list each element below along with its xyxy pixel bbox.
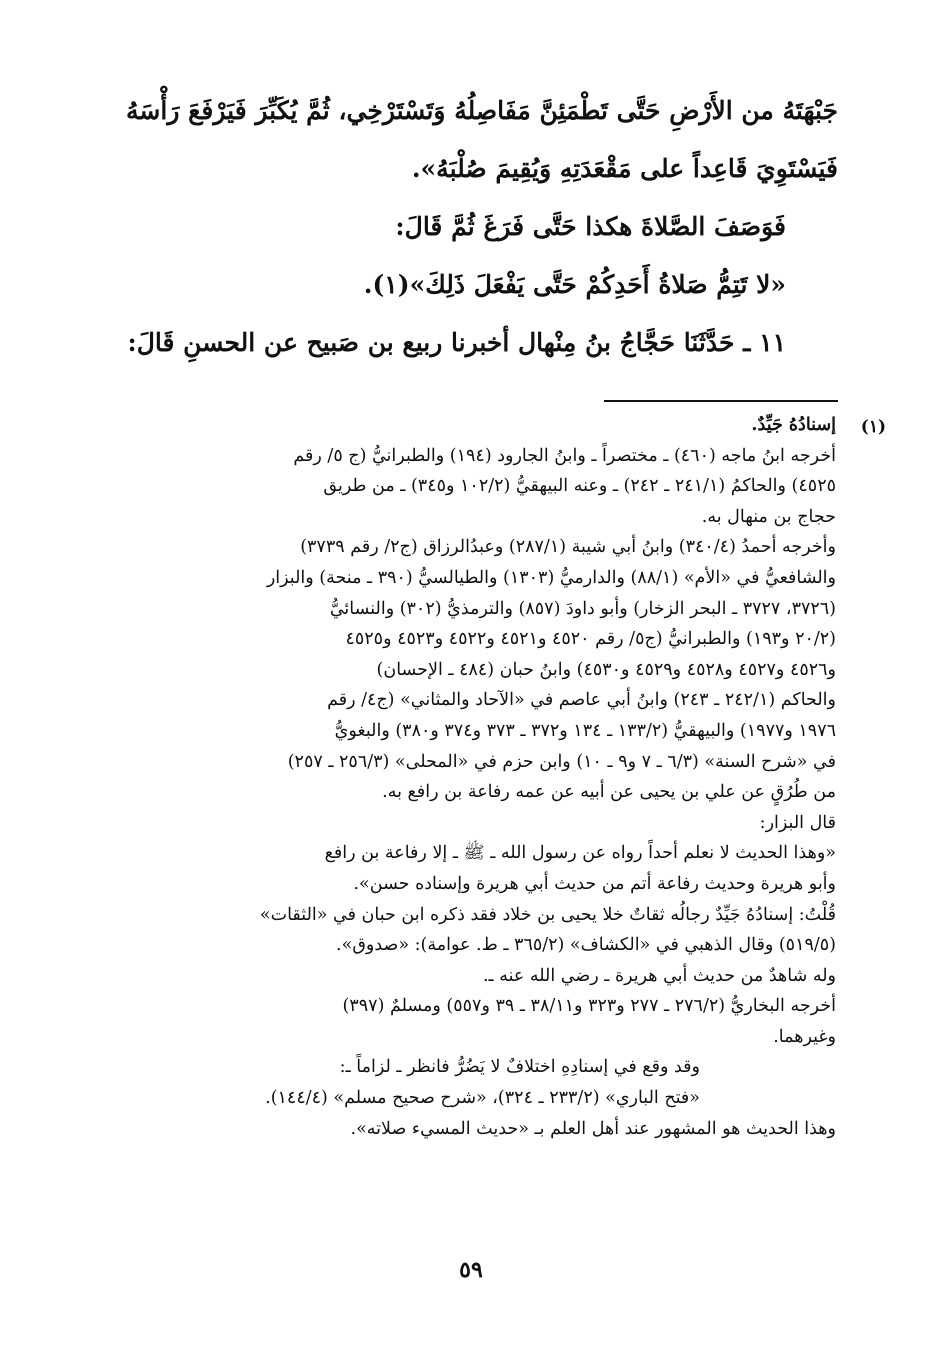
main-line: فَيَسْتَوِيَ قَاعِداً على مَقْعَدَتِهِ وَيُقِيمَ صُلْبَهُ». bbox=[411, 154, 838, 183]
main-text bbox=[103, 82, 838, 372]
footnote-line: و٤٥٢٦ و٤٥٢٧ و٤٥٢٨ و٤٥٢٩ و٤٥٣٠) وابنُ حبان (٤٨٤ ـ الإحسان) bbox=[376, 659, 836, 680]
footnote-heading-row bbox=[131, 410, 886, 441]
main-line: جَبْهَتَهُ من الأَرْضِ حَتَّى تَطْمَئِنَّ مَفَاصِلُهُ وَتَسْتَرْخِي، ثُمَّ يُكَبِّرَ فَيَرْفَعَ رَأْسَهُ bbox=[126, 96, 838, 125]
footnote-line: (٥١٩/٥) وقال الذهبي في «الكشاف» (٣٦٥/٢ ـ ط. عوامة): «صدوق». bbox=[336, 935, 836, 956]
footnote-heading: إسنادُهُ جَيِّدٌ. bbox=[751, 415, 836, 435]
hadith-number-line: ١١ ـ حَدَّثَنَا حَجَّاجُ بنُ مِنْهال أخبرنا ربيع بن صَبيح عن الحسنِ قَالَ: bbox=[127, 328, 786, 357]
footnote-line: وله شاهدٌ من حديث أبي هريرة ـ رضي الله عنه ـ. bbox=[482, 965, 836, 986]
footnote-line: ١٩٧٦ و١٩٧٧) والبيهقيُّ (١٣٣/٢ ـ ١٣٤ و٣٧٢ ـ ٣٧٣ و٣٧٤ و٣٨٠) والبغويُّ bbox=[334, 720, 836, 741]
footnote-line: أخرجه ابنُ ماجه (٤٦٠) ـ مختصراً ـ وابنُ الجارود (١٩٤) والطبرانيُّ (ج ٥/ رقم bbox=[293, 445, 836, 466]
footnote-line: أخرجه البخاريُّ (٢٧٦/٢ ـ ٢٧٧ و٣٢٣ و٣٨/١١ ـ ٣٩ و٥٥٧) ومسلمٌ (٣٩٧) bbox=[342, 996, 836, 1017]
footnote-line: وقد وقع في إسنادِهِ اختلافٌ لا يَضُرُّ فانظر ـ لزاماً ـ: bbox=[339, 1057, 700, 1078]
page-number: ٥٩ bbox=[459, 1257, 483, 1283]
footnote-line: «فتح الباري» (٢٣٣/٢ ـ ٣٢٤)، «شرح صحيح مسلم» (١٤٤/٤). bbox=[265, 1088, 700, 1109]
footnote-line: حجاج بن منهال به. bbox=[701, 506, 836, 527]
footnote-line: ٤٥٢٥) والحاكمُ (٢٤١/١ ـ ٢٤٢) ـ وعنه البيهقيُّ (١٠٢/٢ و٣٤٥) ـ من طريق bbox=[323, 476, 836, 497]
footnote-line: «وهذا الحديث لا نعلم أحداً رواه عن رسول الله ـ ﷺ ـ إلا رفاعة بن رافع bbox=[324, 843, 836, 864]
footnote-number: (١) bbox=[860, 417, 886, 437]
footnote-line: قال البزار: bbox=[759, 812, 836, 833]
footnote-line: والشافعيُّ في «الأم» (٨٨/١) والدارميُّ (١٣٠٣) والطيالسيُّ (٣٩٠ ـ منحة) والبزار bbox=[266, 567, 836, 588]
footnote-separator bbox=[604, 400, 838, 402]
footnote-line: والحاكم (٢٤٢/١ ـ ٢٤٣) وابنُ أبي عاصم في «الآحاد والمثاني» (ج٤/ رقم bbox=[327, 690, 836, 711]
footnote-line: وهذا الحديث هو المشهور عند أهل العلم بـ «حديث المسيء صلاته». bbox=[350, 1118, 836, 1139]
footnote-line: وأبو هريرة وحديث رفاعة أتم من حديث أبي هريرة وإسناده حسن». bbox=[353, 873, 836, 894]
footnote-line: في «شرح السنة» (٦/٣ ـ ٧ و٩ ـ ١٠) وابن حزم في «المحلى» (٢٥٦/٣ ـ ٢٥٧) bbox=[287, 751, 836, 772]
footnote-line: وغيرهما. bbox=[773, 1026, 836, 1047]
footnotes bbox=[131, 410, 886, 1144]
footnote-line: من طُرُقٍ عن علي بن يحيى عن أبيه عن عمه رفاعة بن رافع به. bbox=[382, 782, 836, 803]
main-line: فَوَصَفَ الصَّلاةَ هكذا حَتَّى فَرَغَ ثُمَّ قَالَ: bbox=[395, 212, 786, 241]
footnote-line: قُلْتُ: إسنادُهُ جَيِّدٌ رجالُه ثقاتٌ خلا يحيى بن خلاد فقد ذكره ابن حبان في «الثقات» bbox=[259, 904, 836, 925]
footnote-line: (٣٧٢٦، ٣٧٢٧ ـ البحر الزخار) وأبو داودَ (٨٥٧) والترمذيُّ (٣٠٢) والنسائيُّ bbox=[329, 598, 836, 619]
footnote-line: وأخرجه أحمدُ (٣٤٠/٤) وابنُ أبي شيبة (٢٨٧/١) وعبدُالرزاق (ج٢/ رقم ٣٧٣٩) bbox=[300, 537, 836, 558]
footnote-line: (٢٠/٢ و١٩٣) والطبرانيُّ (ج٥/ رقم ٤٥٢٠ و٤٥٢١ و٤٥٢٢ و٤٥٢٣ و٤٥٢٥ bbox=[345, 629, 836, 650]
hadith-quote: «لا تَتِمُّ صَلاةُ أَحَدِكُمْ حَتَّى يَفْعَلَ ذَلِكَ»(١). bbox=[363, 270, 786, 299]
